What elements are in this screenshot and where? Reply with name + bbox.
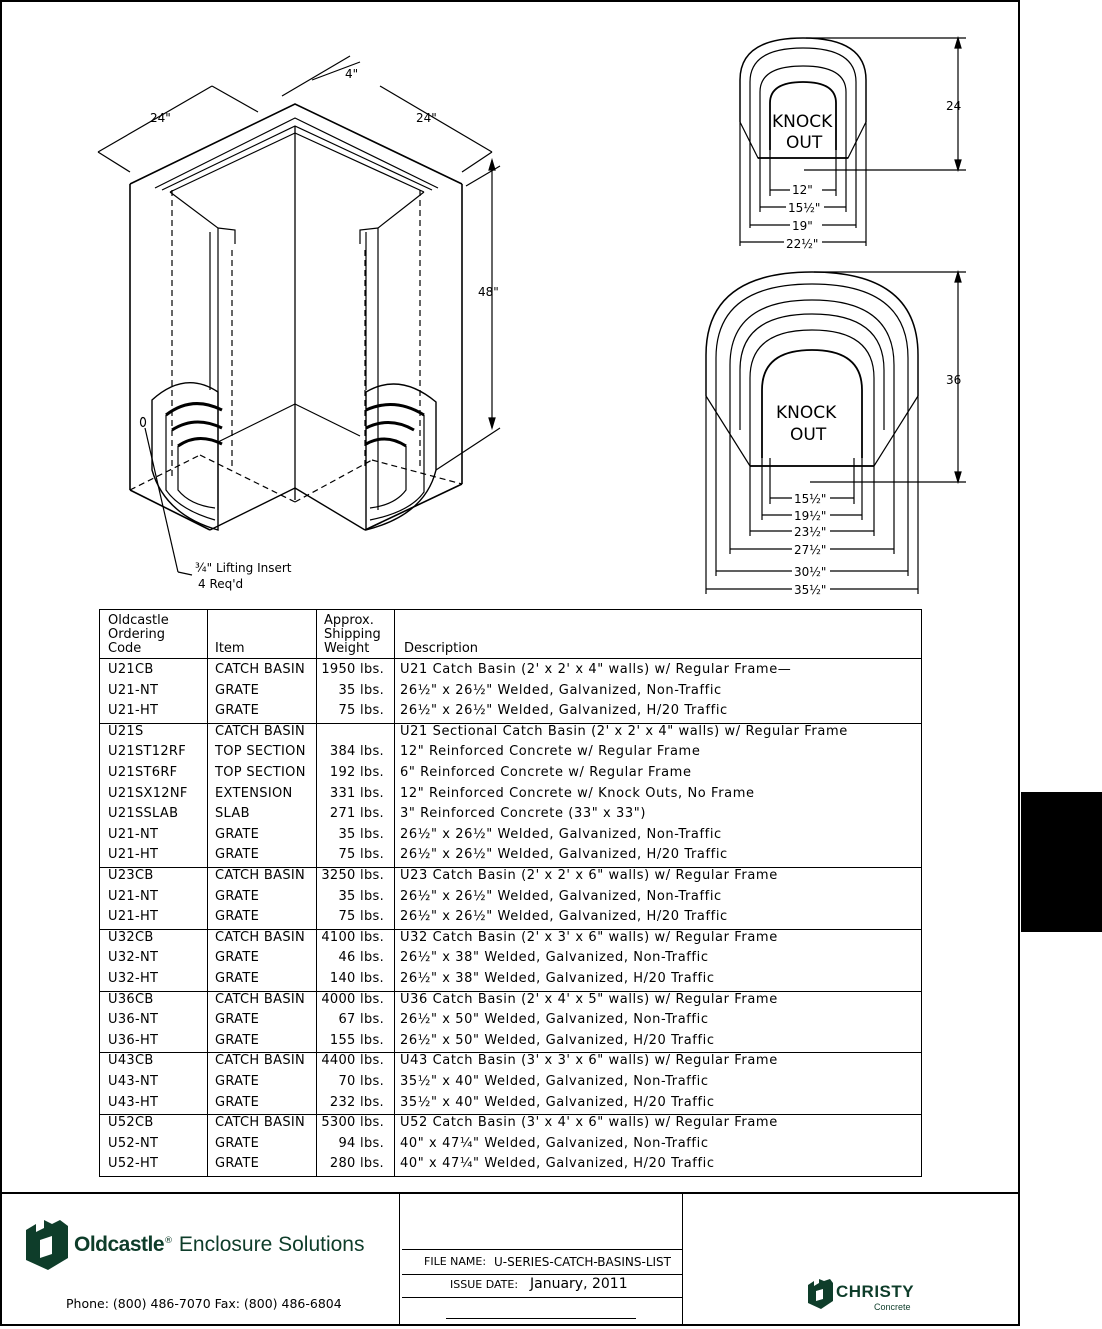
cell-code: U21-NT bbox=[108, 888, 159, 904]
cell-description: 26½" x 50" Welded, Galvanized, H/20 Traffic bbox=[400, 1032, 715, 1048]
cell-description: 26½" x 26½" Welded, Galvanized, Non-Traffic bbox=[400, 826, 722, 842]
cell-weight: 46 lbs. bbox=[338, 950, 384, 966]
brand-name bbox=[74, 1232, 365, 1257]
cell-item: GRATE bbox=[215, 950, 260, 966]
cell-weight: 271 lbs. bbox=[329, 806, 384, 822]
cell-code: U21SX12NF bbox=[108, 785, 188, 801]
cell-item: CATCH BASIN bbox=[215, 868, 306, 883]
file-name-label: FILE NAME: bbox=[424, 1255, 487, 1268]
cell-description: 26½" x 38" Welded, Galvanized, H/20 Traffic bbox=[400, 971, 715, 986]
cell-description: 12" Reinforced Concrete w/ Regular Frame bbox=[400, 744, 701, 760]
file-name-row bbox=[402, 1249, 682, 1275]
cell-weight: 384 lbs. bbox=[329, 744, 384, 760]
group-rule bbox=[100, 1114, 921, 1115]
table-row bbox=[100, 701, 921, 722]
cell-weight: 5300 lbs. bbox=[321, 1115, 384, 1131]
section-tab bbox=[1021, 792, 1102, 932]
cell-description: 35½" x 40" Welded, Galvanized, H/20 Traffic bbox=[400, 1094, 715, 1110]
table-row bbox=[100, 1010, 921, 1031]
cell-description: 40" x 47¼" Welded, Galvanized, Non-Traffic bbox=[400, 1135, 709, 1151]
knockout-large-height: 36 bbox=[946, 373, 962, 387]
group-rule bbox=[100, 723, 921, 724]
cell-weight: 4400 lbs. bbox=[321, 1053, 384, 1069]
table-row bbox=[100, 887, 921, 908]
knockout-large-width-1: 15½" bbox=[794, 492, 827, 506]
group-rule bbox=[100, 867, 921, 868]
oldcastle-logo-icon bbox=[22, 1220, 72, 1270]
cell-item: GRATE bbox=[215, 1032, 260, 1048]
cell-description: 26½" x 26½" Welded, Galvanized, H/20 Traffic bbox=[400, 909, 728, 925]
cell-code: U21-NT bbox=[108, 682, 159, 698]
knockout-small-label2: OUT bbox=[786, 133, 823, 153]
cell-description: 12" Reinforced Concrete w/ Knock Outs, No Frame bbox=[400, 785, 755, 801]
title-block-divider bbox=[682, 1194, 683, 1326]
cell-code: U21-HT bbox=[108, 909, 159, 925]
header-description: Description bbox=[404, 641, 479, 656]
technical-drawing bbox=[0, 0, 1020, 610]
table-row bbox=[100, 742, 921, 763]
cell-item: GRATE bbox=[215, 1012, 260, 1028]
cell-code: U36-NT bbox=[108, 1012, 159, 1028]
cell-code: U43CB bbox=[108, 1053, 154, 1069]
table-row bbox=[100, 1072, 921, 1093]
knockout-small-width-2: 15½" bbox=[788, 201, 821, 215]
cell-code: U43-HT bbox=[108, 1094, 159, 1110]
knockout-large-width-6: 35½" bbox=[794, 583, 827, 597]
christy-logo-icon bbox=[806, 1279, 834, 1309]
cell-item: SLAB bbox=[215, 806, 250, 822]
cell-weight: 232 lbs. bbox=[329, 1094, 384, 1110]
cell-weight: 155 lbs. bbox=[329, 1032, 384, 1048]
cell-code: U36CB bbox=[108, 991, 154, 1007]
knockout-large-label2: OUT bbox=[790, 425, 827, 445]
christy-sub: Concrete bbox=[874, 1302, 911, 1312]
signature-line bbox=[446, 1318, 636, 1319]
cell-item: GRATE bbox=[215, 909, 260, 925]
cell-description: 26½" x 26½" Welded, Galvanized, H/20 Traffic bbox=[400, 703, 728, 719]
cell-item: CATCH BASIN bbox=[215, 662, 306, 677]
table-row bbox=[100, 1031, 921, 1052]
knockout-large-width-5: 30½" bbox=[794, 565, 827, 579]
table-row bbox=[100, 681, 921, 702]
catch-basin-spec-table bbox=[99, 609, 922, 1177]
knockout-small-width-3: 19" bbox=[792, 219, 813, 233]
cell-description: 26½" x 50" Welded, Galvanized, Non-Traffic bbox=[400, 1012, 709, 1028]
issue-date-label: ISSUE DATE: bbox=[450, 1278, 519, 1291]
cell-description: U52 Catch Basin (3' x 4' x 6" walls) w/ Regular Frame bbox=[400, 1115, 778, 1131]
cell-weight: 140 lbs. bbox=[329, 971, 384, 986]
knockout-elevation-small bbox=[740, 38, 966, 246]
cell-weight: 192 lbs. bbox=[329, 765, 384, 780]
isometric-basin-view bbox=[98, 56, 500, 575]
cell-weight: 70 lbs. bbox=[338, 1074, 384, 1089]
table-row bbox=[100, 660, 921, 681]
table-row bbox=[100, 1051, 921, 1072]
title-block bbox=[2, 1192, 1018, 1326]
cell-code: U52-HT bbox=[108, 1156, 159, 1172]
header-weight-line: Weight bbox=[324, 641, 370, 656]
cell-description: 26½" x 26½" Welded, Galvanized, Non-Traffic bbox=[400, 682, 722, 698]
cell-code: U52-NT bbox=[108, 1135, 159, 1151]
header-code-line: Oldcastle bbox=[108, 613, 169, 628]
group-rule bbox=[100, 1052, 921, 1053]
cell-item: GRATE bbox=[215, 888, 260, 904]
table-row bbox=[100, 866, 921, 887]
cell-code: U43-NT bbox=[108, 1074, 159, 1089]
cell-description: U23 Catch Basin (2' x 2' x 6" walls) w/ Regular Frame bbox=[400, 868, 778, 883]
cell-weight: 4000 lbs. bbox=[321, 991, 384, 1007]
cell-code: U21-HT bbox=[108, 703, 159, 719]
knockout-small-width-4: 22½" bbox=[786, 237, 819, 251]
cell-item: CATCH BASIN bbox=[215, 991, 306, 1007]
cell-weight: 94 lbs. bbox=[338, 1135, 384, 1151]
cell-code: U36-HT bbox=[108, 1032, 159, 1048]
knockout-large-width-4: 27½" bbox=[794, 543, 827, 557]
cell-weight: 4100 lbs. bbox=[321, 929, 384, 945]
cell-weight: 280 lbs. bbox=[329, 1156, 384, 1172]
knockout-large-width-3: 23½" bbox=[794, 525, 827, 539]
group-rule bbox=[100, 991, 921, 992]
header-code-line: Ordering bbox=[108, 627, 166, 642]
header-weight-line: Approx. bbox=[324, 613, 374, 628]
cell-description: 40" x 47¼" Welded, Galvanized, H/20 Traffic bbox=[400, 1156, 715, 1172]
dim-iso-height: 48" bbox=[478, 285, 499, 299]
cell-item: GRATE bbox=[215, 826, 260, 842]
knockout-large-width-2: 19½" bbox=[794, 509, 827, 523]
table-row bbox=[100, 784, 921, 805]
cell-description: 26½" x 26½" Welded, Galvanized, Non-Traffic bbox=[400, 888, 722, 904]
cell-weight: 75 lbs. bbox=[338, 909, 384, 925]
knockout-elevation-large bbox=[706, 272, 966, 594]
title-block-divider bbox=[399, 1194, 400, 1326]
cell-item: CATCH BASIN bbox=[215, 929, 306, 945]
issue-date-row bbox=[402, 1273, 682, 1298]
cell-code: U32-HT bbox=[108, 971, 159, 986]
christy-brand: CHRISTY bbox=[836, 1282, 915, 1301]
cell-code: U32-NT bbox=[108, 950, 159, 966]
cell-code: U23CB bbox=[108, 868, 154, 883]
brand-name-bold: Oldcastle bbox=[74, 1233, 165, 1256]
cell-item: GRATE bbox=[215, 703, 260, 719]
cell-code: U52CB bbox=[108, 1115, 154, 1131]
cell-code: U21ST6RF bbox=[108, 765, 178, 780]
table-row bbox=[100, 722, 921, 743]
cell-weight: 67 lbs. bbox=[338, 1012, 384, 1028]
table-row bbox=[100, 907, 921, 928]
cell-description: U21 Sectional Catch Basin (2' x 2' x 4" walls) w/ Regular Frame bbox=[400, 723, 848, 739]
table-row bbox=[100, 845, 921, 866]
dim-iso-width-right: 24" bbox=[416, 111, 437, 125]
cell-description: U21 Catch Basin (2' x 2' x 4" walls) w/ Regular Frame— bbox=[400, 662, 792, 677]
header-weight bbox=[324, 614, 381, 656]
cell-code: U21SSLAB bbox=[108, 806, 179, 822]
table-row bbox=[100, 990, 921, 1011]
knockout-small-width-1: 12" bbox=[792, 183, 813, 197]
cell-description: 3" Reinforced Concrete (33" x 33") bbox=[400, 806, 647, 822]
knockout-small-label1: KNOCK bbox=[772, 112, 833, 132]
cell-item: TOP SECTION bbox=[215, 765, 306, 780]
cell-item: GRATE bbox=[215, 1094, 260, 1110]
cell-description: 35½" x 40" Welded, Galvanized, Non-Traffic bbox=[400, 1074, 709, 1089]
cell-code: U21ST12RF bbox=[108, 744, 187, 760]
table-row bbox=[100, 1154, 921, 1175]
table-row bbox=[100, 763, 921, 784]
header-code bbox=[108, 614, 169, 656]
cell-item: GRATE bbox=[215, 847, 260, 863]
cell-weight: 1950 lbs. bbox=[321, 662, 384, 677]
lifting-insert-label: ¾" Lifting Insert bbox=[195, 561, 292, 575]
cell-item: GRATE bbox=[215, 1135, 260, 1151]
table-row bbox=[100, 928, 921, 949]
cell-description: U32 Catch Basin (2' x 3' x 6" walls) w/ Regular Frame bbox=[400, 929, 778, 945]
brand-mark: ® bbox=[164, 1236, 174, 1246]
cell-item: EXTENSION bbox=[215, 785, 293, 801]
header-code-line: Code bbox=[108, 641, 142, 656]
cell-weight: 35 lbs. bbox=[338, 888, 384, 904]
table-row bbox=[100, 1134, 921, 1155]
cell-description: U36 Catch Basin (2' x 4' x 5" walls) w/ Regular Frame bbox=[400, 991, 778, 1007]
knockout-large-label1: KNOCK bbox=[776, 403, 837, 423]
cell-item: TOP SECTION bbox=[215, 744, 306, 760]
table-row bbox=[100, 1093, 921, 1114]
header-rule bbox=[100, 658, 921, 659]
lifting-insert-qty: 4 Req'd bbox=[198, 577, 244, 591]
cell-item: CATCH BASIN bbox=[215, 723, 306, 739]
cell-weight: 75 lbs. bbox=[338, 703, 384, 719]
table-row bbox=[100, 1113, 921, 1134]
cell-weight: 3250 lbs. bbox=[321, 868, 384, 883]
cell-item: GRATE bbox=[215, 1074, 260, 1089]
cell-code: U21CB bbox=[108, 662, 154, 677]
cell-item: CATCH BASIN bbox=[215, 1115, 306, 1131]
table-row bbox=[100, 804, 921, 825]
cell-code: U32CB bbox=[108, 929, 154, 945]
table-row bbox=[100, 825, 921, 846]
cell-weight: 75 lbs. bbox=[338, 847, 384, 863]
cell-description: 6" Reinforced Concrete w/ Regular Frame bbox=[400, 765, 692, 780]
knockout-small-height: 24 bbox=[946, 99, 962, 113]
cell-weight: 35 lbs. bbox=[338, 826, 384, 842]
cell-weight: 331 lbs. bbox=[329, 785, 384, 801]
cell-item: GRATE bbox=[215, 971, 260, 986]
cell-item: GRATE bbox=[215, 1156, 260, 1172]
cell-item: GRATE bbox=[215, 682, 260, 698]
dim-iso-width-left: 24" bbox=[150, 111, 171, 125]
cell-item: CATCH BASIN bbox=[215, 1053, 306, 1069]
issue-date-value: January, 2011 bbox=[530, 1276, 628, 1292]
header-item: Item bbox=[215, 641, 245, 656]
cell-code: U21-HT bbox=[108, 847, 159, 863]
header-weight-line: Shipping bbox=[324, 627, 381, 642]
file-name-value: U-SERIES-CATCH-BASINS-LIST bbox=[494, 1255, 671, 1269]
cell-description: U43 Catch Basin (3' x 3' x 6" walls) w/ Regular Frame bbox=[400, 1053, 778, 1069]
cell-description: 26½" x 26½" Welded, Galvanized, H/20 Traffic bbox=[400, 847, 728, 863]
group-rule bbox=[100, 929, 921, 930]
cell-code: U21S bbox=[108, 723, 144, 739]
cell-description: 26½" x 38" Welded, Galvanized, Non-Traffic bbox=[400, 950, 709, 966]
table-row bbox=[100, 969, 921, 990]
cell-weight: 35 lbs. bbox=[338, 682, 384, 698]
dim-iso-wall: 4" bbox=[345, 67, 359, 81]
contact-info: Phone: (800) 486-7070 Fax: (800) 486-6804 bbox=[66, 1296, 342, 1311]
cell-code: U21-NT bbox=[108, 826, 159, 842]
brand-name-rest: Enclosure Solutions bbox=[173, 1233, 365, 1256]
table-row bbox=[100, 948, 921, 969]
